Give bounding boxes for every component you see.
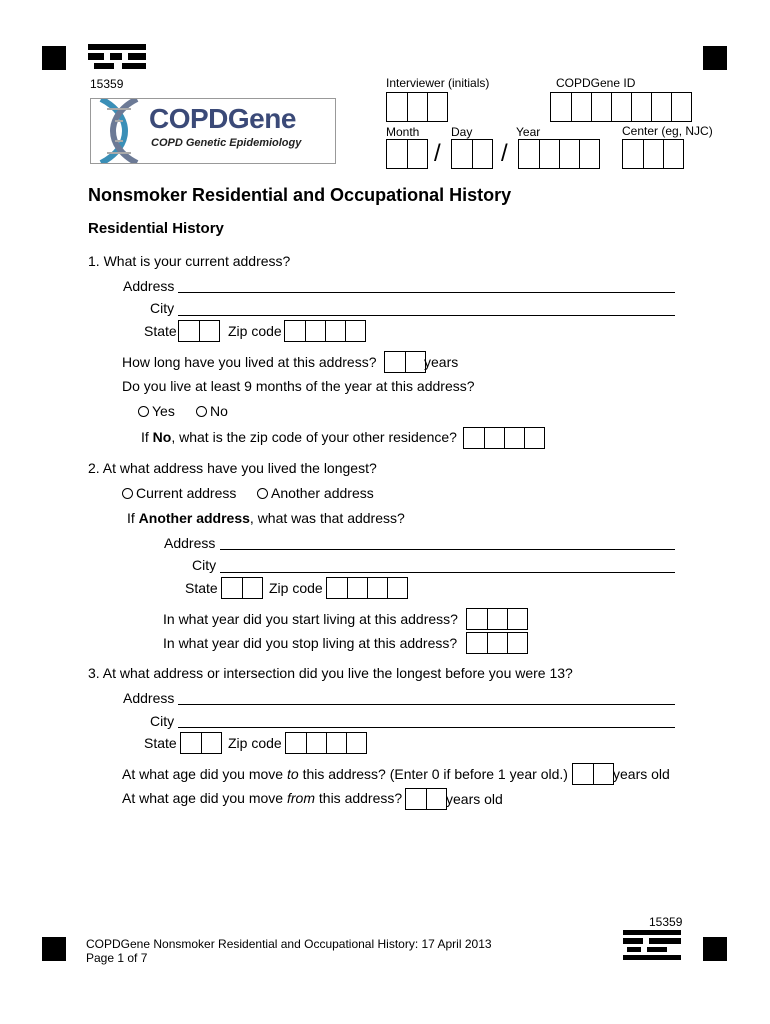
q2-zip-boxes[interactable]	[326, 577, 408, 599]
q3-city-line[interactable]	[178, 727, 675, 728]
interviewer-initials-boxes[interactable]	[386, 92, 448, 122]
q3-state-label: State	[144, 735, 177, 751]
q1-how-long-boxes[interactable]	[384, 351, 426, 373]
q1-no-option[interactable]	[196, 403, 228, 419]
if-rest: , what was that address?	[249, 510, 405, 526]
radio-circle-icon	[122, 488, 133, 499]
radio-circle-icon	[257, 488, 268, 499]
question-1: 1. What is your current address?	[88, 253, 291, 269]
if-prefix: If	[127, 510, 139, 526]
q1-how-long-label: How long have you lived at this address?	[122, 354, 377, 370]
q1-zip-boxes[interactable]	[284, 320, 366, 342]
q2-address-label: Address	[164, 535, 216, 551]
q1-other-zip-boxes[interactable]	[463, 427, 545, 449]
q1-if-no-label	[141, 429, 457, 445]
if-prefix: If	[141, 429, 153, 445]
registration-mark-bottom-right	[703, 937, 727, 961]
year-label: Year	[516, 125, 541, 139]
day-boxes[interactable]	[451, 139, 493, 169]
interviewer-label: Interviewer (initials)	[386, 76, 490, 90]
q2-start-year-label: In what year did you start living at this address?	[163, 611, 458, 627]
age-from-pre: At what age did you move	[122, 790, 287, 806]
q2-another-label: Another address	[271, 485, 374, 501]
q2-zip-label: Zip code	[269, 580, 323, 596]
q2-city-label: City	[192, 557, 217, 573]
form-barcode-bottom	[623, 930, 681, 960]
q1-city-label: City	[150, 300, 175, 316]
q2-state-boxes[interactable]	[221, 577, 263, 599]
center-boxes[interactable]	[622, 139, 684, 169]
q2-current-option[interactable]	[122, 485, 236, 501]
date-separator-2: /	[501, 140, 508, 167]
section-heading: Residential History	[88, 220, 224, 237]
if-rest: , what is the zip code of your other residence?	[171, 429, 457, 445]
registration-mark-bottom-left	[42, 937, 66, 961]
radio-circle-icon	[138, 406, 149, 417]
age-to-pre: At what age did you move	[122, 766, 287, 782]
age-to-em: to	[287, 766, 299, 782]
q2-state-label: State	[185, 580, 218, 596]
q2-start-year-boxes[interactable]	[466, 608, 528, 630]
q3-zip-boxes[interactable]	[285, 732, 367, 754]
q1-zip-label: Zip code	[228, 323, 282, 339]
date-separator-1: /	[434, 140, 441, 167]
q3-years-old-1: years old	[613, 766, 670, 782]
q3-age-to-boxes[interactable]	[572, 763, 614, 785]
form-barcode-top	[88, 44, 146, 74]
q2-if-another-label	[127, 510, 405, 526]
q1-nine-months-label: Do you live at least 9 months of the year at this address?	[122, 378, 475, 394]
copdgene-id-boxes[interactable]	[550, 92, 692, 122]
form-id-top: 15359	[90, 77, 124, 91]
month-boxes[interactable]	[386, 139, 428, 169]
q3-age-from-label	[122, 790, 402, 806]
question-3: 3. At what address or intersection did you live the longest before you were 13?	[88, 665, 573, 681]
center-label: Center (eg, NJC)	[622, 124, 713, 138]
year-boxes[interactable]	[518, 139, 600, 169]
q1-state-label: State	[144, 323, 177, 339]
q1-yes-option[interactable]	[138, 403, 175, 419]
month-label: Month	[386, 125, 420, 139]
registration-mark-top-left	[42, 46, 66, 70]
age-from-post: this address?	[315, 790, 403, 806]
q3-city-label: City	[150, 713, 175, 729]
q2-current-label: Current address	[136, 485, 237, 501]
q1-no-label: No	[210, 403, 228, 419]
q2-stop-year-label: In what year did you stop living at this address?	[163, 635, 458, 651]
day-label: Day	[451, 125, 473, 139]
age-to-post: this address? (Enter 0 if before 1 year old.)	[298, 766, 568, 782]
form-id-bottom: 15359	[649, 915, 683, 929]
q3-age-to-label	[122, 766, 568, 782]
dna-helix-icon	[93, 99, 153, 163]
q3-state-boxes[interactable]	[180, 732, 222, 754]
age-from-em: from	[287, 790, 315, 806]
q1-state-boxes[interactable]	[178, 320, 220, 342]
logo-tagline: COPD Genetic Epidemiology	[151, 137, 302, 149]
q1-years-label: years	[424, 354, 459, 370]
footer-page-number: Page 1 of 7	[86, 951, 148, 965]
q2-stop-year-boxes[interactable]	[466, 632, 528, 654]
copdgene-id-label: COPDGene ID	[556, 76, 636, 90]
if-bold: No	[152, 429, 172, 445]
page-title: Nonsmoker Residential and Occupational History	[88, 185, 512, 205]
q1-yes-label: Yes	[152, 403, 175, 419]
q2-city-line[interactable]	[220, 572, 675, 573]
q3-age-from-boxes[interactable]	[405, 788, 447, 810]
q2-address-line[interactable]	[220, 549, 675, 550]
q3-zip-label: Zip code	[228, 735, 282, 751]
copdgene-logo	[90, 98, 336, 164]
q1-address-line[interactable]	[178, 292, 675, 293]
q3-address-line[interactable]	[178, 704, 675, 705]
q2-another-option[interactable]	[257, 485, 374, 501]
q1-city-line[interactable]	[178, 315, 675, 316]
radio-circle-icon	[196, 406, 207, 417]
question-2: 2. At what address have you lived the longest?	[88, 460, 377, 476]
footer-doc-title: COPDGene Nonsmoker Residential and Occupational History: 17 April 2013	[86, 937, 492, 951]
logo-brand: COPDGene	[149, 103, 296, 134]
q3-address-label: Address	[123, 690, 175, 706]
registration-mark-top-right	[703, 46, 727, 70]
q3-years-old-2: years old	[446, 791, 503, 807]
if-bold: Another address	[138, 510, 250, 526]
q1-address-label: Address	[123, 278, 175, 294]
